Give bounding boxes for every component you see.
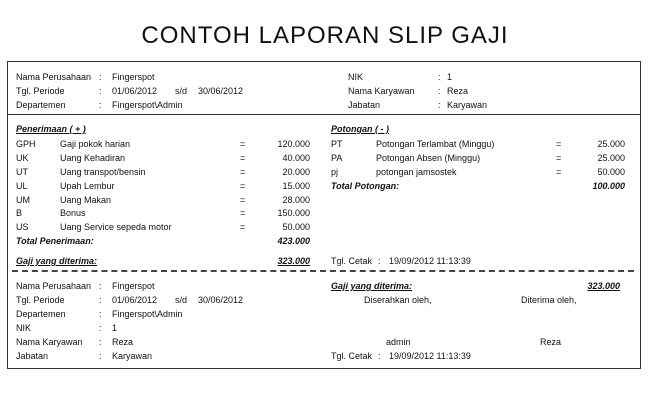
dashed-cut-line [12,270,634,272]
nik-label: NIK [348,72,364,82]
header-separator [7,114,640,115]
income-eq: = [240,222,246,232]
income-code: GPH [16,139,36,149]
income-eq: = [240,195,246,205]
admin-signature-name: admin [386,337,411,347]
deduction-amount: 25.000 [597,139,625,149]
slip-frame [7,61,641,369]
colon: : [438,100,441,110]
position-value: Karyawan [447,100,488,110]
page-title: CONTOH LAPORAN SLIP GAJI [141,22,509,49]
receipt-period-from: 01/06/2012 [112,295,158,305]
receipt-department-label: Departemen [16,309,66,319]
income-code: US [16,222,29,232]
income-name: Gaji pokok harian [60,139,131,149]
net-salary-label: Gaji yang diterima: [16,256,98,266]
receipt-nik-label: NIK [16,323,32,333]
colon: : [99,351,102,361]
deduction-code: PA [331,153,343,163]
period-from: 01/06/2012 [112,86,158,96]
print-date-value: 19/09/2012 11:13:39 [389,256,471,266]
income-name: Uang Kehadiran [60,153,126,163]
department-value: Fingerspot\Admin [112,100,183,110]
colon: : [99,323,102,333]
receipt-period-to: 30/06/2012 [198,295,244,305]
receipt-period-sd: s/d [175,295,188,305]
period-sd: s/d [175,86,188,96]
colon: : [378,256,381,266]
colon: : [99,86,102,96]
income-total-label: Total Penerimaan: [16,236,94,246]
deduction-total-label: Total Potongan: [331,181,400,191]
receipt-print-date-label: Tgl. Cetak [331,351,373,361]
income-amount: 28.000 [282,195,310,205]
colon: : [99,295,102,305]
deduction-title: Potongan ( - ) [331,124,389,134]
deduction-eq: = [556,167,562,177]
colon: : [99,337,102,347]
income-eq: = [240,167,246,177]
period-to: 30/06/2012 [198,86,244,96]
income-code: UK [16,153,29,163]
receipt-period-label: Tgl. Periode [16,295,65,305]
nik-value: 1 [447,72,453,82]
colon: : [99,281,102,291]
income-code: UM [16,195,30,205]
income-eq: = [240,153,246,163]
income-code: UL [16,181,28,191]
deduction-name: Potongan Terlambat (Minggu) [376,139,495,149]
position-label: Jabatan [348,100,381,110]
income-eq: = [240,208,246,218]
income-name: Uang transpot/bensin [60,167,146,177]
income-amount: 120.000 [277,139,310,149]
income-amount: 20.000 [282,167,310,177]
received-by-label: Diterima oleh, [521,295,577,305]
income-total-value: 423.000 [277,236,310,246]
deduction-eq: = [556,139,562,149]
receipt-company-value: Fingerspot [112,281,155,291]
income-code: UT [16,167,28,177]
income-name: Upah Lembur [60,181,115,191]
handed-over-label: Diserahkan oleh, [364,295,432,305]
deduction-name: Potongan Absen (Minggu) [376,153,481,163]
income-name: Uang Makan [60,195,112,205]
colon: : [99,72,102,82]
company-value: Fingerspot [112,72,155,82]
deduction-code: pj [331,167,339,177]
receipt-net-salary-value: 323.000 [587,281,620,291]
receipt-employee-label: Nama Karyawan [16,337,83,347]
receipt-department-value: Fingerspot\Admin [112,309,183,319]
department-label: Departemen [16,100,66,110]
receipt-print-date-value: 19/09/2012 11:13:39 [389,351,471,361]
deduction-name: potongan jamsostek [376,167,457,177]
income-title: Penerimaan ( + ) [16,124,86,134]
company-label: Nama Perusahaan [16,72,92,82]
income-eq: = [240,139,246,149]
income-amount: 150.000 [277,208,310,218]
income-name: Uang Service sepeda motor [60,222,172,232]
income-amount: 40.000 [282,153,310,163]
receipt-employee-value: Reza [112,337,134,347]
income-eq: = [240,181,246,191]
income-name: Bonus [60,208,86,218]
receipt-company-label: Nama Perusahaan [16,281,92,291]
employee-value: Reza [447,86,469,96]
employee-signature-name: Reza [540,337,562,347]
receipt-nik-value: 1 [112,323,118,333]
receipt-position-value: Karyawan [112,351,153,361]
deduction-amount: 25.000 [597,153,625,163]
income-code: B [16,208,23,218]
net-salary-value: 323.000 [277,256,310,266]
deduction-code: PT [331,139,343,149]
receipt-position-label: Jabatan [16,351,49,361]
deduction-total-value: 100.000 [592,181,625,191]
print-date-label: Tgl. Cetak [331,256,373,266]
income-amount: 15.000 [282,181,310,191]
employee-label: Nama Karyawan [348,86,415,96]
period-label: Tgl. Periode [16,86,65,96]
receipt-net-salary-label: Gaji yang diterima: [331,281,413,291]
colon: : [99,309,102,319]
deduction-eq: = [556,153,562,163]
deduction-amount: 50.000 [597,167,625,177]
colon: : [378,351,381,361]
income-amount: 50.000 [282,222,310,232]
colon: : [438,72,441,82]
colon: : [438,86,441,96]
colon: : [99,100,102,110]
